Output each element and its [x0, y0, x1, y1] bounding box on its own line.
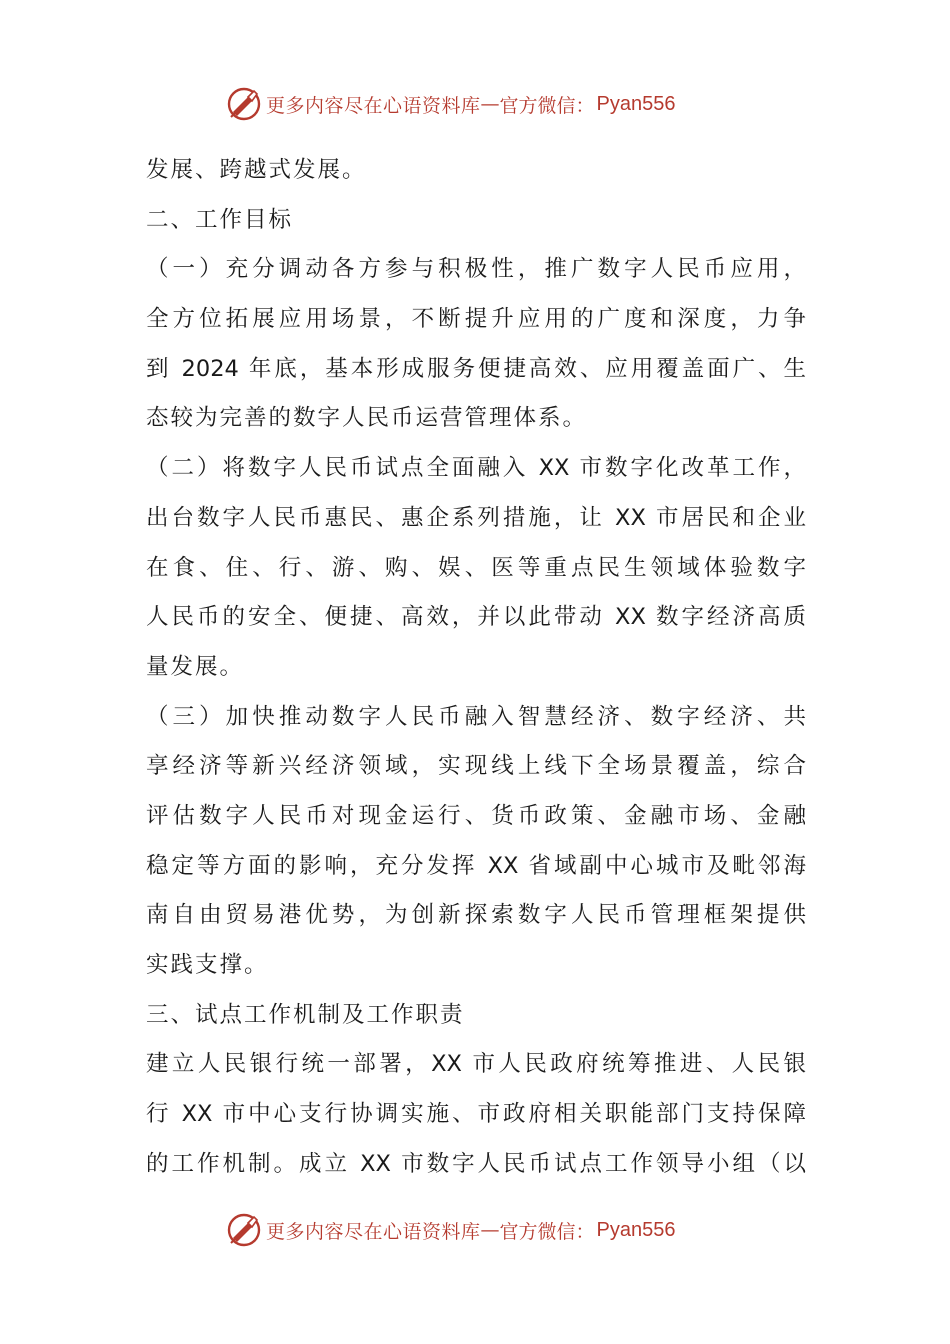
watermark-wechat-label: 官方微信： [499, 94, 595, 117]
text-line: 稳定等方面的影响，充分发挥 XX 省域副中心城市及毗邻海 [146, 852, 806, 879]
text-line: 二、工作目标 [146, 206, 294, 233]
text-line: 量发展。 [146, 653, 245, 680]
text-line: 全方位拓展应用场景，不断提升应用的广度和深度，力争 [146, 306, 806, 333]
pen-nib-icon [226, 1212, 262, 1248]
text-line: （一）充分调动各方参与积极性，推广数字人民币应用， [146, 256, 806, 283]
text-line: 行 XX 市中心支行协调实施、市政府相关职能部门支持保障 [146, 1101, 806, 1128]
watermark-wechat-label: 官方微信： [499, 1220, 595, 1243]
watermark-wechat-id: Pyan556 [596, 92, 676, 115]
text-line: 建立人民银行统一部署，XX 市人民政府统筹推进、人民银 [146, 1051, 806, 1078]
text-line: 出台数字人民币惠民、惠企系列措施，让 XX 市居民和企业 [146, 504, 806, 531]
header-watermark [226, 84, 676, 124]
text-line: （二）将数字人民币试点全面融入 XX 市数字化改革工作， [146, 455, 806, 482]
text-line: 的工作机制。成立 XX 市数字人民币试点工作领导小组（以 [146, 1150, 806, 1177]
text-line: 评估数字人民币对现金运行、货币政策、金融市场、金融 [146, 802, 806, 829]
watermark-site-text: 更多内容尽在心语资料库 [266, 1220, 481, 1243]
watermark-site-text: 更多内容尽在心语资料库 [266, 94, 481, 117]
text-line: 发展、跨越式发展。 [146, 157, 367, 183]
text-line: 南自由贸易港优势，为创新探索数字人民币管理框架提供 [146, 902, 806, 929]
footer-watermark [226, 1210, 676, 1250]
text-line: 在食、住、行、游、购、娱、医等重点民生领域体验数字 [146, 554, 806, 581]
watermark-wechat-id: Pyan556 [596, 1218, 676, 1241]
text-line: 享经济等新兴经济领域，实现线上线下全场景覆盖，综合 [146, 753, 806, 780]
text-line: 人民币的安全、便捷、高效，并以此带动 XX 数字经济高质 [146, 604, 806, 631]
document-body [146, 146, 806, 1189]
text-line: 三、试点工作机制及工作职责 [146, 1001, 465, 1028]
text-line: 到 2024 年底，基本形成服务便捷高效、应用覆盖面广、生 [146, 355, 806, 382]
watermark-separator: — [480, 93, 500, 115]
text-line: （三）加快推动数字人民币融入智慧经济、数字经济、共 [146, 703, 806, 730]
pen-nib-icon [226, 86, 262, 122]
watermark-separator: — [480, 1219, 500, 1241]
text-line: 实践支撑。 [146, 952, 269, 978]
text-line: 态较为完善的数字人民币运营管理体系。 [146, 405, 588, 432]
